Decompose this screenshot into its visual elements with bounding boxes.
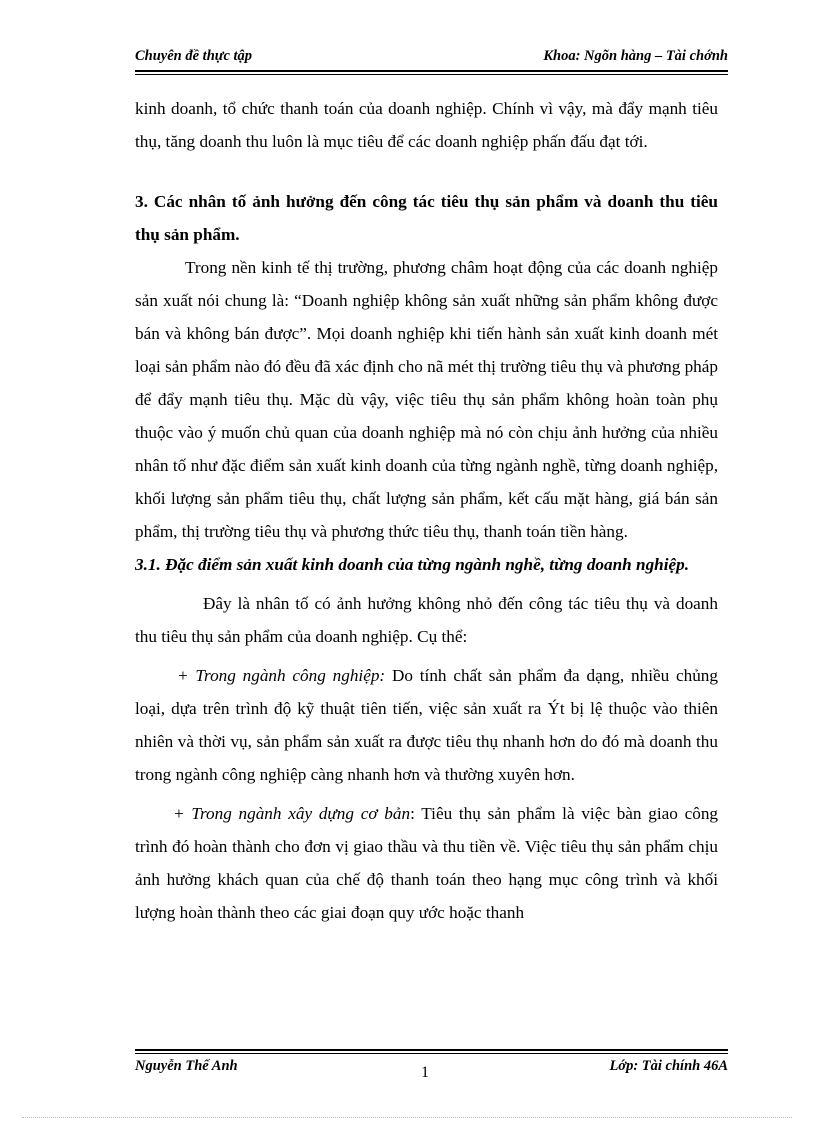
paragraph-construction [135,797,718,929]
construction-label: + Trong ngành xây dựng cơ bản [173,804,411,823]
header-department: Khoa: Ngõn hàng – Tài chớnh [543,48,728,64]
section-heading-3-1: 3.1. Đặc điểm sản xuất kinh doanh của từng ngành nghề, từng doanh nghiệp. [135,555,690,574]
section-heading-3: 3. Các nhân tố ảnh hưởng đến công tác tiêu thụ sản phẩm và doanh thu tiêu thụ sản phẩm. [135,192,718,244]
footer-class: Lớp: Tài chính 46A [609,1058,728,1074]
page-bottom-dotted-rule [22,1117,792,1118]
industry-text: Do tính chất sản phẩm đa dạng, nhiều chủng loại, dựa trên trình độ kỹ thuật tiên tiến, việc sản xuất ra Ýt bị lệ thuộc vào thiên nhiên và thời vụ, sản phẩm sản xuất ra được tiêu thụ nhanh hơn do đó mà doanh thu trong ngành công nghiệp càng nhanh hơn và thường xuyên hơn. [135,666,718,784]
page-number: 1 [421,1064,429,1081]
header-title: Chuyên đề thực tập [135,48,253,64]
paragraph-market: Trong nền kinh tế thị trường, phương châm hoạt động của các doanh nghiệp sản xuất nói chung là: “Doanh nghiệp không sản xuất những sản phẩm không được bán và không bán được”. Mọi doanh nghiệp khi tiến hành sản xuất kinh doanh mét loại sản phẩm nào đó đều đã xác định cho nã mét thị trường tiêu thụ và phương pháp để đẩy mạnh tiêu thụ. Mặc dù vậy, việc tiêu thụ sản phẩm không hoàn toàn phụ thuộc vào ý muốn chủ quan của doanh nghiệp mà nó còn chịu ảnh hưởng của nhiều nhân tố như đặc điểm sản xuất kinh doanh của từng ngành nghề, từng doanh nghiệp, khối lượng sản phẩm tiêu thụ, chất lượng sản phẩm, kết cấu mặt hàng, giá bán sản phẩm, thị trường tiêu thụ và phương thức tiêu thụ, thanh toán tiền hàng. [135,258,718,541]
paragraph-industry [135,659,718,791]
page-header [135,48,728,72]
footer-author: Nguyễn Thế Anh [135,1058,238,1074]
footer-rule-thick [135,1049,728,1051]
paragraph-continuation: kinh doanh, tổ chức thanh toán của doanh nghiệp. Chính vì vậy, mà đẩy mạnh tiêu thụ, tăng doanh thu luôn là mục tiêu để các doanh nghiệp phấn đấu đạt tới. [135,99,718,151]
footer-rule-thin [135,1053,728,1054]
page-footer [135,1058,728,1082]
construction-text: : Tiêu thụ sản phẩm là việc bàn giao công trình đó hoàn thành cho đơn vị giao thầu và thu tiền về. Việc tiêu thụ sản phẩm chịu ảnh hưởng khách quan của chế độ thanh toán theo hạng mục công trình và khối lượng hoàn thành theo các giai đoạn quy ước hoặc thanh [135,804,719,922]
header-rule-thin [135,74,728,75]
page-body [135,92,718,929]
header-rule-thick [135,70,728,72]
industry-label: + Trong ngành công nghiệp: [177,666,386,685]
paragraph-factor: Đây là nhân tố có ảnh hưởng không nhỏ đến công tác tiêu thụ và doanh thu tiêu thụ sản phẩm của doanh nghiệp. Cụ thể: [135,594,718,646]
